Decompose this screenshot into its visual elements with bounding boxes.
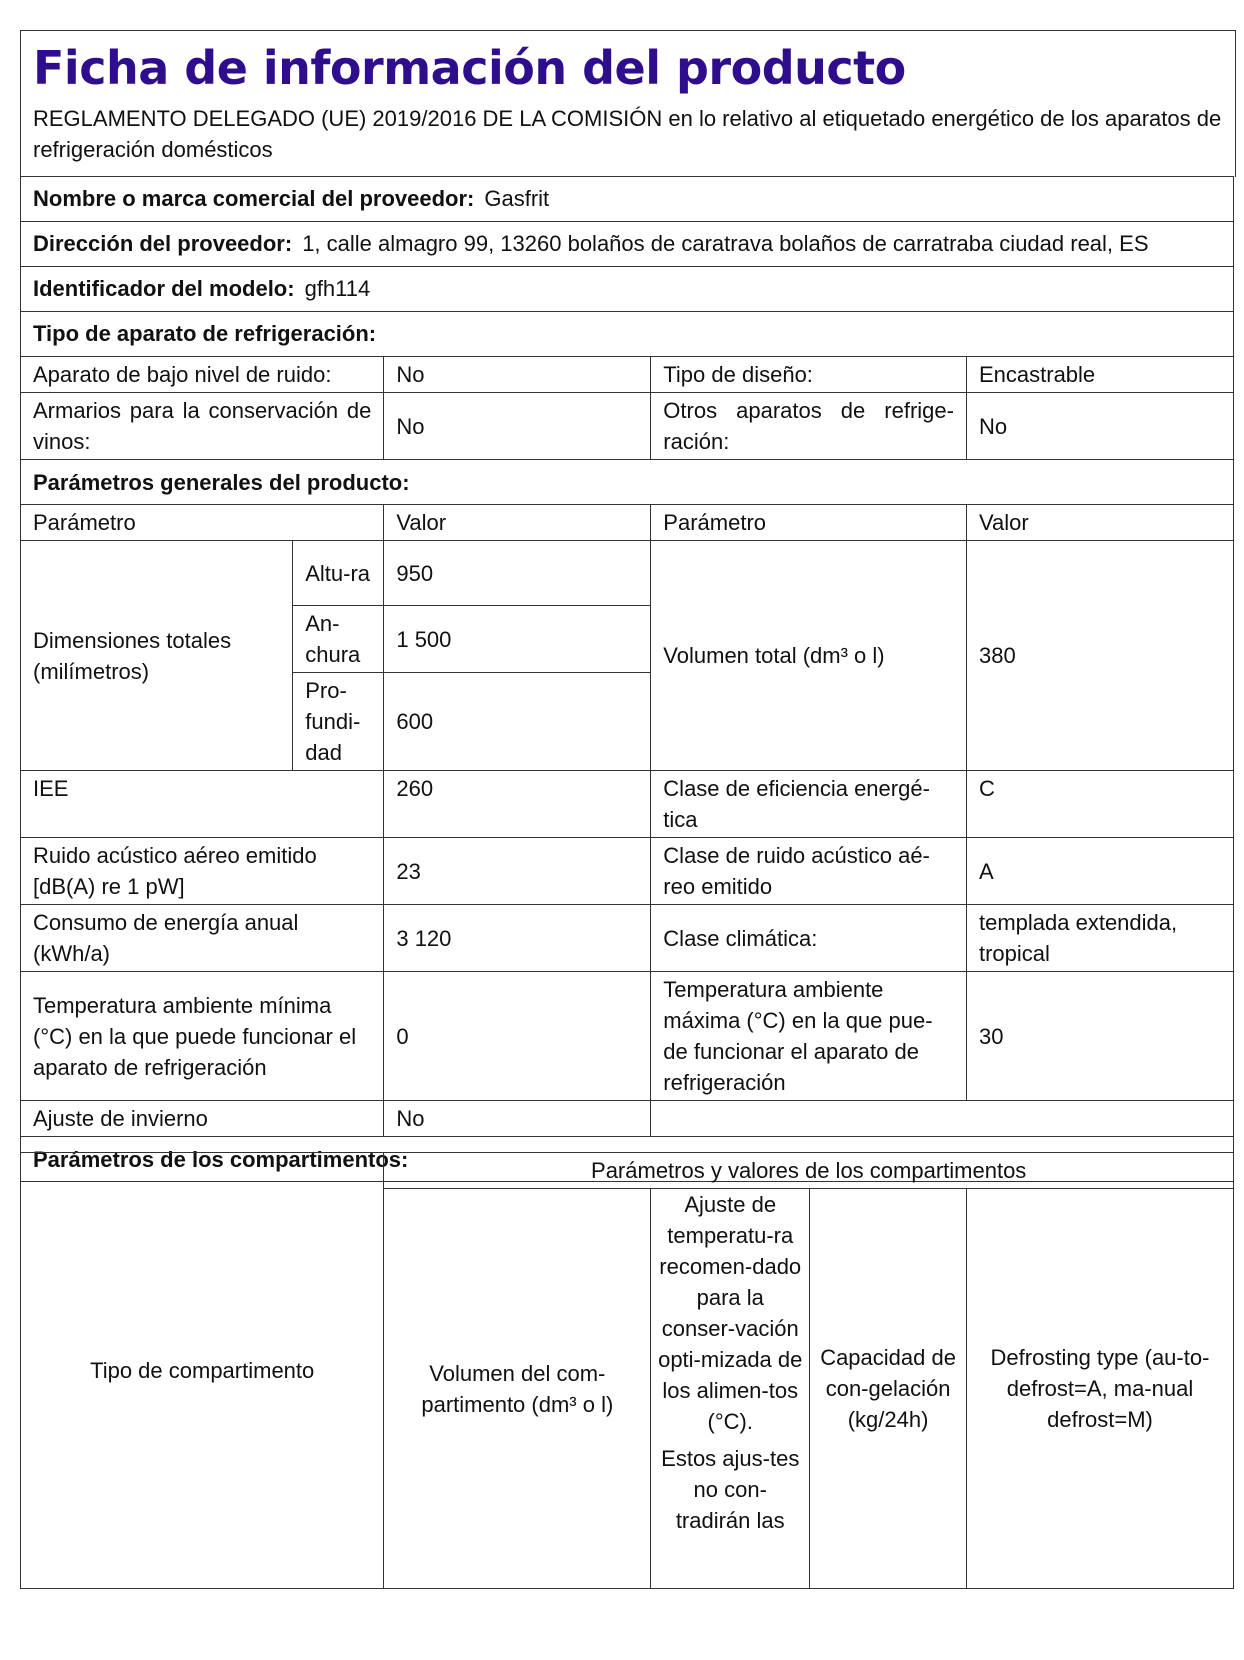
col-header-value-2: Valor: [966, 505, 1233, 541]
appliance-type-heading-row: [20, 311, 1234, 356]
winter-setting-label: Ajuste de invierno: [21, 1101, 384, 1137]
depth-value: 600: [384, 673, 651, 771]
recommended-temp-header: [651, 1189, 810, 1589]
height-value: 950: [384, 541, 651, 606]
table-row: [21, 1153, 1234, 1189]
efficiency-class-value: C: [966, 771, 1233, 838]
width-label: An-chura: [293, 606, 384, 673]
depth-label: Pro-fundi-dad: [293, 673, 384, 771]
empty-cell: [651, 1101, 1234, 1137]
model-row: [20, 266, 1234, 311]
low-noise-value: No: [384, 357, 651, 393]
dimensions-label: Dimensiones totales (milímetros): [21, 541, 293, 771]
supplier-name-label: Nombre o marca comercial del proveedor:: [33, 186, 475, 211]
col-header-param-2: Parámetro: [651, 505, 967, 541]
compartment-params-heading: Parámetros de los compartimentos:: [21, 1137, 1234, 1182]
supplier-address-row: [20, 221, 1234, 266]
compartment-volume-header: Volumen del com-partimento (dm³ o l): [384, 1189, 651, 1589]
max-temp-value: 30: [966, 972, 1233, 1101]
defrosting-type-header: Defrosting type (au-to-defrost=A, ma-nual defrost=M): [966, 1189, 1233, 1589]
iee-value: 260: [384, 771, 651, 838]
compartment-group-header: Parámetros y valores de los compartimentos: [384, 1153, 1234, 1189]
header-block: [20, 30, 1236, 177]
annual-consumption-label: Consumo de energía anual (kWh/a): [21, 905, 384, 972]
supplier-name-row: [20, 176, 1234, 221]
wine-cabinet-label: Armarios para la conservación de vinos:: [21, 393, 384, 460]
general-params-heading: Parámetros generales del producto:: [21, 460, 1234, 505]
low-noise-label: Aparato de bajo nivel de ruido:: [21, 357, 384, 393]
noise-class-value: A: [966, 838, 1233, 905]
max-temp-label: Temperatura ambiente máxima (°C) en la que pue-de funcionar el aparato de refrigeración: [651, 972, 967, 1101]
product-information-sheet: [20, 30, 1236, 1660]
table-row: [21, 541, 1234, 606]
design-type-value: Encastrable: [966, 357, 1233, 393]
width-value: 1 500: [384, 606, 651, 673]
recommended-temp-text: Ajuste de temperatu-ra recomen-dado para la conser-vación opti-mizada de los alimen-tos (°C).: [658, 1192, 803, 1434]
noise-class-label: Clase de ruido acústico aé-reo emitido: [651, 838, 967, 905]
climate-class-label: Clase climática:: [651, 905, 967, 972]
col-header-value: Valor: [384, 505, 651, 541]
table-row: [21, 771, 1234, 838]
other-appliance-label: Otros aparatos de refrige-ración:: [651, 393, 967, 460]
recommended-temp-note: Estos ajus-tes no con-tradirán las: [661, 1446, 800, 1533]
freezing-capacity-header: Capacidad de con-gelación (kg/24h): [810, 1189, 967, 1589]
noise-label: Ruido acústico aéreo emitido [dB(A) re 1 pW]: [21, 838, 384, 905]
table-row: [21, 357, 1234, 393]
table-row: [21, 505, 1234, 541]
table-row: [21, 393, 1234, 460]
min-temp-label: Temperatura ambiente mínima (°C) en la que puede funcionar el aparato de refrigeración: [21, 972, 384, 1101]
table-row: [21, 838, 1234, 905]
total-volume-label: Volumen total (dm³ o l): [651, 541, 967, 771]
appliance-type-heading: Tipo de aparato de refrigeración:: [33, 321, 377, 346]
supplier-address-label: Dirección del proveedor:: [33, 231, 293, 256]
table-row: [21, 460, 1234, 505]
compartment-type-header: Tipo de compartimento: [21, 1153, 384, 1589]
total-volume-value: 380: [966, 541, 1233, 771]
annual-consumption-value: 3 120: [384, 905, 651, 972]
wine-cabinet-value: No: [384, 393, 651, 460]
efficiency-class-label: Clase de eficiencia energé-tica: [651, 771, 967, 838]
model-value: gfh114: [304, 276, 371, 301]
supplier-address-value: 1, calle almagro 99, 13260 bolaños de caratrava bolaños de carratraba ciudad real, ES: [302, 231, 1149, 256]
height-label: Altu-ra: [293, 541, 384, 606]
iee-label: IEE: [21, 771, 384, 838]
col-header-param: Parámetro: [21, 505, 384, 541]
table-row: [21, 972, 1234, 1101]
model-label: Identificador del modelo:: [33, 276, 295, 301]
other-appliance-value: No: [966, 393, 1233, 460]
winter-setting-value: No: [384, 1101, 651, 1137]
min-temp-value: 0: [384, 972, 651, 1101]
parameters-table: [20, 356, 1234, 1182]
compartment-table: [20, 1152, 1234, 1589]
table-row: [21, 905, 1234, 972]
supplier-name-value: Gasfrit: [484, 186, 550, 211]
climate-class-value: templada extendida, tropical: [966, 905, 1233, 972]
table-row: [21, 1101, 1234, 1137]
design-type-label: Tipo de diseño:: [651, 357, 967, 393]
noise-value: 23: [384, 838, 651, 905]
regulation-text: REGLAMENTO DELEGADO (UE) 2019/2016 DE LA COMISIÓN en lo relativo al etiquetado energético de los aparatos de refrigeración domésticos: [33, 106, 1222, 162]
page-title: Ficha de información del producto: [33, 41, 906, 95]
